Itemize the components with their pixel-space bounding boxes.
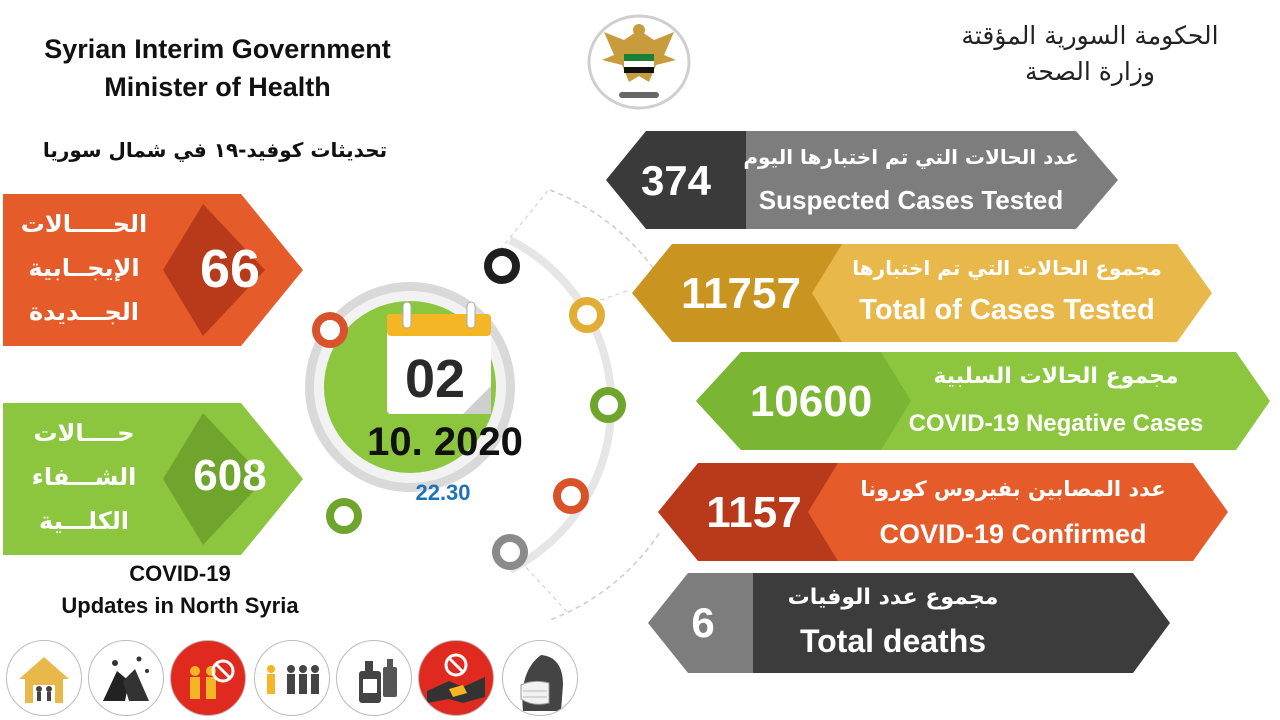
- stat-negative: [696, 352, 1270, 450]
- stat-tested-today-en: Suspected Cases Tested: [758, 185, 1064, 215]
- stay-home-icon: [6, 640, 82, 716]
- tile-recovered-label: [9, 411, 159, 543]
- tile-label-line: الإيجــابية: [28, 254, 140, 282]
- stat-negative-value: 10600: [749, 377, 873, 426]
- hand-wash-icon: [88, 640, 164, 716]
- stat-negative-ar: مجموع الحالات السلبية: [933, 364, 1179, 389]
- stat-tested-today-ar: عدد الحالات التي تم اختبارها اليوم: [743, 145, 1079, 169]
- connector-dot: [569, 297, 605, 333]
- tile-label-line: الكلـــية: [39, 507, 129, 535]
- connector-dot: [326, 498, 362, 534]
- connector-dot: [312, 312, 348, 348]
- date-day: 02: [404, 349, 466, 409]
- footer-line: COVID-19: [129, 561, 231, 586]
- no-gathering-icon: [170, 640, 246, 716]
- stat-tested-today: [606, 131, 1118, 229]
- org-name: Syrian Interim Government: [44, 34, 391, 64]
- tile-label-line: الشـــفاء: [31, 463, 137, 491]
- stat-confirmed-ar: عدد المصابين بفيروس كورونا: [860, 477, 1166, 501]
- tile-new-positive-label: [9, 202, 159, 334]
- tile-new-positive: [3, 194, 303, 346]
- tile-label-line: حــــالات: [33, 419, 135, 447]
- subtitle-arabic: تحديثات كوفيد-١٩ في شمال سوريا: [42, 138, 388, 162]
- sanitizer-icon: [336, 640, 412, 716]
- org-name-ar: الحكومة السورية المؤقتة: [961, 21, 1219, 50]
- date-time: 22.30: [415, 480, 471, 505]
- stat-total-tested-value: 11757: [681, 269, 801, 318]
- stat-total-tested-ar: مجموع الحالات التي تم اختبارها: [852, 256, 1162, 280]
- stat-confirmed-value: 1157: [706, 488, 802, 537]
- stat-deaths-ar: مجموع عدد الوفيات: [787, 585, 999, 610]
- tile-new-positive-value: 66: [199, 239, 261, 299]
- eagle-emblem-icon: [584, 10, 694, 110]
- date-month-year: 10. 2020: [367, 420, 523, 464]
- stat-total-tested-en: Total of Cases Tested: [859, 294, 1155, 326]
- header-english: [20, 30, 415, 106]
- ministry-name-ar: وزارة الصحة: [1025, 57, 1155, 86]
- stat-tested-today-value: 374: [640, 157, 712, 204]
- no-handshake-icon: [418, 640, 494, 716]
- stat-deaths-en: Total deaths: [799, 623, 987, 659]
- tile-label-line: الجـــديدة: [28, 298, 140, 326]
- stat-negative-en: COVID-19 Negative Cases: [908, 410, 1204, 437]
- stat-confirmed-en: COVID-19 Confirmed: [879, 519, 1147, 549]
- header-arabic: [940, 18, 1240, 90]
- footer-line: Updates in North Syria: [61, 593, 299, 618]
- ministry-name: Minister of Health: [104, 72, 331, 102]
- face-mask-icon: [502, 640, 578, 716]
- tile-recovered: [3, 403, 303, 555]
- stat-confirmed: [658, 463, 1228, 561]
- connector-dot: [590, 387, 626, 423]
- tile-recovered-value: 608: [193, 451, 267, 500]
- footer-title: [20, 558, 340, 622]
- stat-deaths-value: 6: [691, 599, 715, 646]
- stat-total-tested: [632, 244, 1212, 342]
- tile-label-line: الحـــــالات: [20, 210, 148, 238]
- connector-dot: [484, 248, 520, 284]
- connector-dot: [553, 478, 589, 514]
- stat-deaths: [648, 573, 1170, 673]
- connector-dot: [492, 534, 528, 570]
- social-distance-icon: [254, 640, 330, 716]
